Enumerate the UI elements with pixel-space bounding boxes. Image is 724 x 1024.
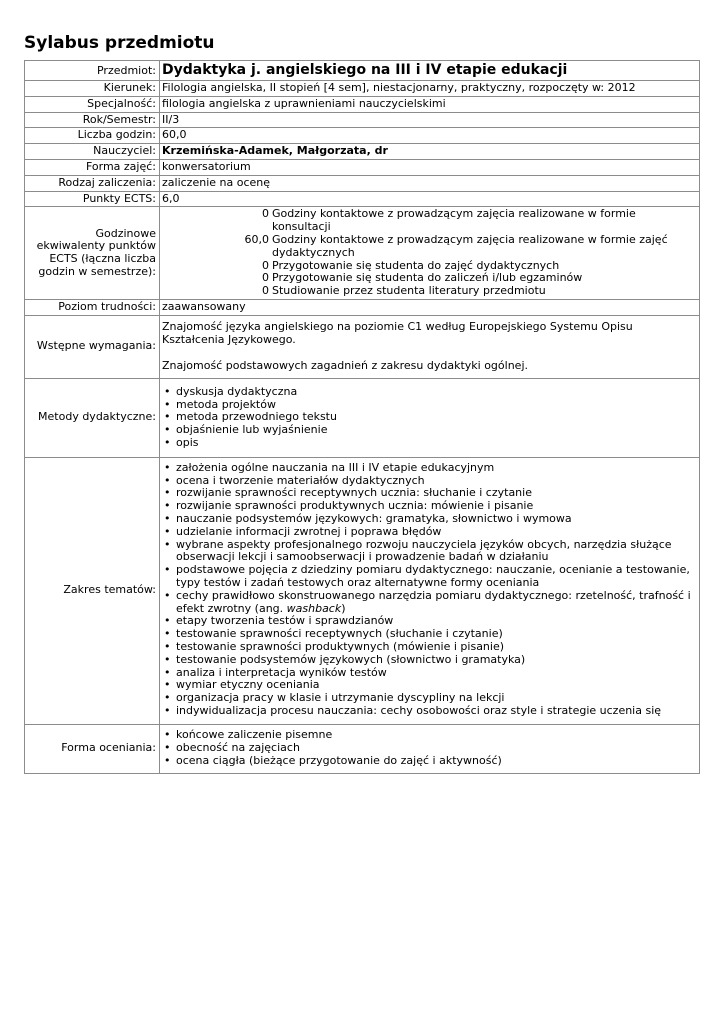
ects-line — [162, 208, 697, 234]
ects-hours-desc: Studiowanie przez studenta literatury przedmiotu — [272, 284, 546, 298]
list-item: • rozwijanie sprawności receptywnych ucznia: słuchanie i czytanie — [162, 487, 697, 500]
list-item: • objaśnienie lub wyjaśnienie — [162, 424, 697, 437]
value-kierunek: Filologia angielska, II stopień [4 sem], niestacjonarny, praktyczny, rozpoczęty w: 2012 — [160, 81, 700, 97]
ects-line — [162, 234, 697, 260]
list-item: • udzielanie informacji zwrotnej i poprawa błędów — [162, 526, 697, 539]
metody-list — [162, 386, 697, 450]
row-zakres — [25, 457, 700, 724]
zakres-list — [162, 462, 697, 718]
row-rodzaj-zaliczenia — [25, 175, 700, 191]
list-item: • nauczanie podsystemów językowych: gramatyka, słownictwo i wymowa — [162, 513, 697, 526]
list-item: • organizacja pracy w klasie i utrzymanie dyscypliny na lekcji — [162, 692, 697, 705]
list-item: • ocena i tworzenie materiałów dydaktycznych — [162, 475, 697, 488]
list-item: • testowanie sprawności produktywnych (mówienie i pisanie) — [162, 641, 697, 654]
value-liczba-godzin: 60,0 — [160, 128, 700, 144]
list-item: • rozwijanie sprawności produktywnych ucznia: mówienie i pisanie — [162, 500, 697, 513]
value-rok-semestr: II/3 — [160, 112, 700, 128]
washback-term: washback — [286, 601, 342, 615]
ects-line — [162, 285, 697, 298]
list-item: • końcowe zaliczenie pisemne — [162, 729, 697, 742]
washback-close: ) — [341, 601, 346, 615]
row-wymagania — [25, 315, 700, 378]
row-przedmiot — [25, 61, 700, 81]
ects-hours-num: 0 — [262, 207, 269, 221]
value-metody — [160, 378, 700, 457]
list-item: • ocena ciągła (bieżące przygotowanie do zajęć i aktywność) — [162, 755, 697, 768]
list-item: • testowanie sprawności receptywnych (słuchanie i czytanie) — [162, 628, 697, 641]
label-rok-semestr: Rok/Semestr: — [25, 112, 160, 128]
label-ocenianie: Forma oceniania: — [25, 724, 160, 773]
value-nauczyciel: Krzemińska-Adamek, Małgorzata, dr — [160, 144, 700, 160]
ects-hours-desc: Godziny kontaktowe z prowadzącym zajęcia realizowane w formie konsultacji — [272, 207, 636, 234]
row-poziom-trudnosci — [25, 299, 700, 315]
row-kierunek — [25, 81, 700, 97]
list-item: • testowanie podsystemów językowych (słownictwo i gramatyka) — [162, 654, 697, 667]
row-metody — [25, 378, 700, 457]
list-item: • wymiar etyczny oceniania — [162, 679, 697, 692]
page-title: Sylabus przedmiotu — [24, 33, 215, 53]
label-przedmiot: Przedmiot: — [25, 61, 160, 81]
list-item: • dyskusja dydaktyczna — [162, 386, 697, 399]
label-kierunek: Kierunek: — [25, 81, 160, 97]
label-nauczyciel: Nauczyciel: — [25, 144, 160, 160]
ects-hours-num: 0 — [262, 258, 269, 272]
ects-hours-num: 0 — [262, 271, 269, 285]
list-item: • opis — [162, 437, 697, 450]
row-rok-semestr — [25, 112, 700, 128]
syllabus-table — [24, 60, 700, 774]
ects-hours-desc: Przygotowanie się studenta do zajęć dydaktycznych — [272, 258, 560, 272]
label-forma-zajec: Forma zajęć: — [25, 159, 160, 175]
value-zakres — [160, 457, 700, 724]
label-wymagania: Wstępne wymagania: — [25, 315, 160, 378]
ects-hours-desc: Przygotowanie się studenta do zaliczeń i/lub egzaminów — [272, 271, 583, 285]
wymagania-paragraph: Znajomość języka angielskiego na poziomie C1 według Europejskiego Systemu Opisu Kształcenia Językowego. — [162, 320, 633, 346]
value-rodzaj-zaliczenia: zaliczenie na ocenę — [160, 175, 700, 191]
list-item-text: cechy prawidłowo skonstruowanego narzędzia pomiaru dydaktycznego: rzetelność, trafność i efekt zwrotny (ang. — [176, 588, 691, 615]
row-forma-zajec — [25, 159, 700, 175]
row-liczba-godzin — [25, 128, 700, 144]
list-item: • wybrane aspekty profesjonalnego rozwoju nauczyciela języków obcych, narzędzia służące obserwacji lekcji i samoobserwacji i prowadzenie badań w działaniu — [162, 539, 697, 565]
label-liczba-godzin: Liczba godzin: — [25, 128, 160, 144]
list-item: • założenia ogólne nauczania na III i IV etapie edukacyjnym — [162, 462, 697, 475]
label-poziom-trudnosci: Poziom trudności: — [25, 299, 160, 315]
list-item — [162, 590, 697, 616]
list-item: • analiza i interpretacja wyników testów — [162, 667, 697, 680]
ects-hours-num: 0 — [262, 284, 269, 298]
list-item: • metoda przewodniego tekstu — [162, 411, 697, 424]
row-specjalnosc — [25, 96, 700, 112]
label-rodzaj-zaliczenia: Rodzaj zaliczenia: — [25, 175, 160, 191]
row-ocenianie — [25, 724, 700, 773]
list-item: • indywidualizacja procesu nauczania: cechy osobowości oraz style i strategie uczenia się — [162, 705, 697, 718]
value-specjalnosc: filologia angielska z uprawnieniami nauczycielskimi — [160, 96, 700, 112]
label-specjalnosc: Specjalność: — [25, 96, 160, 112]
value-ocenianie — [160, 724, 700, 773]
list-item: • etapy tworzenia testów i sprawdzianów — [162, 615, 697, 628]
ects-hours-num: 60,0 — [244, 232, 269, 246]
label-metody: Metody dydaktyczne: — [25, 378, 160, 457]
row-nauczyciel — [25, 144, 700, 160]
row-punkty-ects — [25, 191, 700, 207]
label-punkty-ects: Punkty ECTS: — [25, 191, 160, 207]
value-wymagania — [160, 315, 700, 378]
value-przedmiot: Dydaktyka j. angielskiego na III i IV etapie edukacji — [160, 61, 700, 81]
ects-hours-desc: Godziny kontaktowe z prowadzącym zajęcia realizowane w formie zajęć dydaktycznych — [272, 232, 668, 259]
ocenianie-list — [162, 729, 697, 767]
list-item: • obecność na zajęciach — [162, 742, 697, 755]
wymagania-paragraph: Znajomość podstawowych zagadnień z zakresu dydaktyki ogólnej. — [162, 358, 528, 372]
row-ects-hours — [25, 207, 700, 300]
value-punkty-ects: 6,0 — [160, 191, 700, 207]
value-ects-hours — [160, 207, 700, 300]
list-item: • metoda projektów — [162, 399, 697, 412]
label-ects-hours: Godzinowe ekwiwalenty punktów ECTS (łączna liczba godzin w semestrze): — [25, 207, 160, 300]
value-forma-zajec: konwersatorium — [160, 159, 700, 175]
value-poziom-trudnosci: zaawansowany — [160, 299, 700, 315]
list-item: • podstawowe pojęcia z dziedziny pomiaru dydaktycznego: nauczanie, ocenianie a testowanie, typy testów i zadań testowych oraz alternatywne formy oceniania — [162, 564, 697, 590]
label-zakres: Zakres tematów: — [25, 457, 160, 724]
